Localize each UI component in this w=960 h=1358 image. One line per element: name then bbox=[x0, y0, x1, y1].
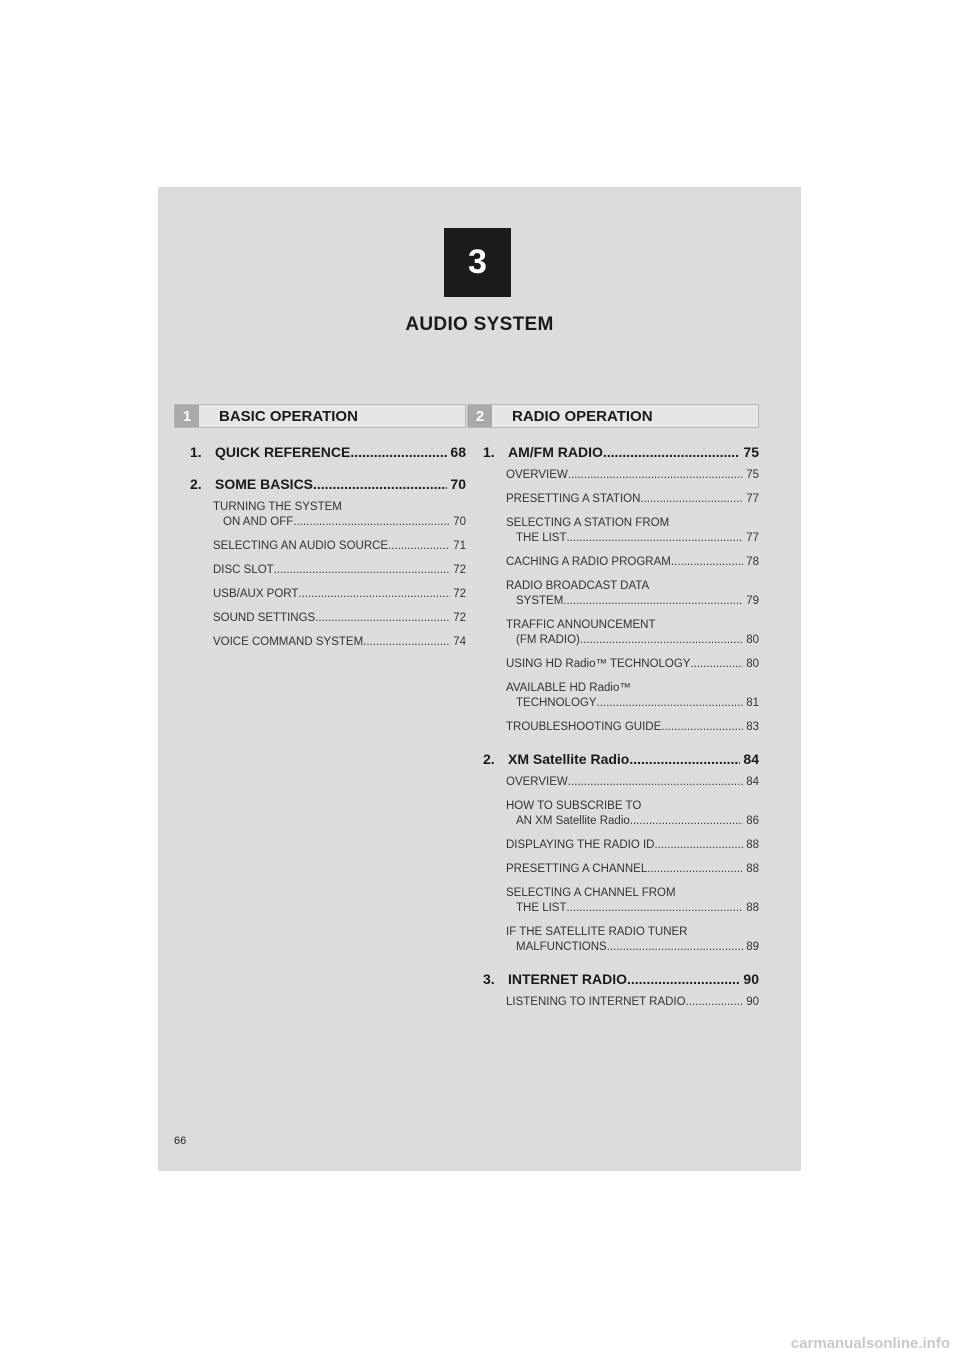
subtopic-title: TROUBLESHOOTING GUIDE bbox=[506, 721, 662, 733]
subtopic-row bbox=[506, 814, 759, 829]
subtopic-item[interactable] bbox=[506, 516, 759, 546]
toc-entry bbox=[174, 476, 466, 650]
chapter-number: 3 bbox=[468, 243, 487, 281]
entry-page: 90 bbox=[743, 971, 759, 987]
subtopic-list bbox=[467, 995, 759, 1010]
subtopic-page: 74 bbox=[453, 636, 466, 648]
subtopic-item[interactable] bbox=[506, 579, 759, 609]
subtopic-item[interactable] bbox=[506, 555, 759, 570]
subtopic-page: 78 bbox=[746, 556, 759, 568]
subtopic-title-line1: TRAFFIC ANNOUNCEMENT bbox=[506, 619, 656, 631]
subtopic-page: 84 bbox=[746, 776, 759, 788]
subtopic-row bbox=[213, 539, 466, 554]
subtopic-title: THE LIST bbox=[516, 532, 567, 544]
subtopic-title: SOUND SETTINGS bbox=[213, 612, 316, 624]
subtopic-row bbox=[506, 657, 759, 672]
subtopic-item[interactable] bbox=[506, 618, 759, 648]
subtopic-item[interactable] bbox=[506, 681, 759, 711]
subtopic-page: 88 bbox=[746, 863, 759, 875]
section-header bbox=[467, 404, 759, 428]
subtopic-row bbox=[506, 940, 759, 955]
subtopic-page: 81 bbox=[746, 697, 759, 709]
subtopic-item[interactable] bbox=[506, 799, 759, 829]
subtopic-title: VOICE COMMAND SYSTEM bbox=[213, 636, 364, 648]
section-number: 1 bbox=[175, 405, 199, 427]
entry-number: 1. bbox=[190, 444, 202, 460]
subtopic-page: 72 bbox=[453, 564, 466, 576]
subtopic-row bbox=[506, 696, 759, 711]
subtopic-title: OVERVIEW bbox=[506, 469, 568, 481]
subtopic-page: 70 bbox=[453, 516, 466, 528]
leader-dots bbox=[363, 635, 450, 650]
subtopic-item[interactable] bbox=[506, 838, 759, 853]
entry-page: 75 bbox=[743, 444, 759, 460]
subtopic-title: USING HD Radio™ TECHNOLOGY bbox=[506, 658, 691, 670]
subtopic-item[interactable] bbox=[213, 539, 466, 554]
section-title: RADIO OPERATION bbox=[512, 407, 653, 425]
subtopic-title: PRESETTING A CHANNEL bbox=[506, 863, 648, 875]
leader-dots bbox=[388, 539, 450, 554]
entry-title: QUICK REFERENCE bbox=[215, 444, 351, 460]
subtopic-title-line1: HOW TO SUBSCRIBE TO bbox=[506, 800, 642, 812]
toc-entry-link[interactable] bbox=[190, 476, 466, 492]
subtopic-title: LISTENING TO INTERNET RADIO bbox=[506, 996, 686, 1008]
subtopic-item[interactable] bbox=[506, 925, 759, 955]
subtopic-page: 90 bbox=[746, 996, 759, 1008]
leader-dots bbox=[580, 633, 743, 648]
leader-dots bbox=[293, 515, 450, 530]
subtopic-row bbox=[506, 531, 759, 546]
leader-dots bbox=[603, 444, 741, 460]
leader-dots bbox=[630, 814, 743, 829]
subtopic-page: 75 bbox=[746, 469, 759, 481]
toc-entry bbox=[467, 444, 759, 735]
subtopic-page: 88 bbox=[746, 839, 759, 851]
toc-list bbox=[467, 444, 759, 1010]
leader-dots bbox=[686, 995, 744, 1010]
subtopic-title: SYSTEM bbox=[516, 595, 564, 607]
subtopic-item[interactable] bbox=[506, 468, 759, 483]
subtopic-page: 80 bbox=[746, 634, 759, 646]
page-number: 66 bbox=[174, 1135, 187, 1147]
entry-title: SOME BASICS bbox=[215, 476, 314, 492]
leader-dots bbox=[566, 901, 743, 916]
subtopic-title: TECHNOLOGY bbox=[516, 697, 597, 709]
section-radio-operation bbox=[467, 404, 759, 1019]
toc-entry bbox=[174, 444, 466, 460]
subtopic-title: DISC SLOT bbox=[213, 564, 274, 576]
subtopic-title: DISPLAYING THE RADIO ID bbox=[506, 839, 655, 851]
subtopic-row bbox=[506, 720, 759, 735]
subtopic-page: 71 bbox=[453, 540, 466, 552]
section-title: BASIC OPERATION bbox=[219, 407, 358, 425]
subtopic-row bbox=[213, 587, 466, 602]
watermark: carmanualsonline.info bbox=[790, 1335, 950, 1352]
subtopic-page: 72 bbox=[453, 588, 466, 600]
subtopic-page: 79 bbox=[746, 595, 759, 607]
subtopic-row bbox=[213, 635, 466, 650]
entry-number: 1. bbox=[483, 444, 495, 460]
subtopic-item[interactable] bbox=[213, 587, 466, 602]
subtopic-row bbox=[506, 995, 759, 1010]
entry-page: 70 bbox=[450, 476, 466, 492]
subtopic-title: CACHING A RADIO PROGRAM bbox=[506, 556, 671, 568]
chapter-title: AUDIO SYSTEM bbox=[405, 314, 554, 335]
entry-number: 2. bbox=[190, 476, 202, 492]
subtopic-page: 89 bbox=[746, 941, 759, 953]
subtopic-title-line1: TURNING THE SYSTEM bbox=[213, 501, 342, 513]
subtopic-item[interactable] bbox=[213, 635, 466, 650]
leader-dots bbox=[568, 775, 743, 790]
subtopic-list bbox=[467, 468, 759, 735]
subtopic-list bbox=[467, 775, 759, 955]
entry-number: 2. bbox=[483, 751, 495, 767]
leader-dots bbox=[654, 838, 743, 853]
subtopic-row bbox=[213, 515, 466, 530]
toc-entry bbox=[467, 971, 759, 1010]
leader-dots bbox=[627, 971, 740, 987]
subtopic-row bbox=[506, 555, 759, 570]
leader-dots bbox=[568, 468, 743, 483]
subtopic-row bbox=[506, 594, 759, 609]
leader-dots bbox=[607, 940, 743, 955]
subtopic-page: 72 bbox=[453, 612, 466, 624]
subtopic-page: 86 bbox=[746, 815, 759, 827]
leader-dots bbox=[597, 696, 744, 711]
chapter-number-box bbox=[444, 228, 511, 297]
subtopic-row bbox=[213, 563, 466, 578]
subtopic-title-line1: IF THE SATELLITE RADIO TUNER bbox=[506, 926, 688, 938]
subtopic-row bbox=[506, 775, 759, 790]
leader-dots bbox=[640, 492, 743, 507]
toc-list bbox=[174, 444, 466, 650]
entry-page: 84 bbox=[743, 751, 759, 767]
toc-entry-link[interactable] bbox=[483, 971, 759, 987]
leader-dots bbox=[563, 594, 743, 609]
subtopic-item[interactable] bbox=[506, 886, 759, 916]
entry-title: INTERNET RADIO bbox=[508, 971, 627, 987]
leader-dots bbox=[647, 862, 743, 877]
leader-dots bbox=[566, 531, 743, 546]
leader-dots bbox=[274, 563, 450, 578]
section-header bbox=[174, 404, 466, 428]
leader-dots bbox=[315, 611, 450, 626]
subtopic-title: THE LIST bbox=[516, 902, 567, 914]
subtopic-row bbox=[506, 492, 759, 507]
entry-title: AM/FM RADIO bbox=[508, 444, 603, 460]
subtopic-list bbox=[174, 500, 466, 650]
subtopic-title: USB/AUX PORT bbox=[213, 588, 299, 600]
subtopic-item[interactable] bbox=[213, 563, 466, 578]
leader-dots bbox=[690, 657, 743, 672]
subtopic-page: 80 bbox=[746, 658, 759, 670]
subtopic-item[interactable] bbox=[506, 862, 759, 877]
subtopic-item[interactable] bbox=[213, 500, 466, 530]
subtopic-row bbox=[506, 901, 759, 916]
subtopic-title-line1: AVAILABLE HD Radio™ bbox=[506, 682, 631, 694]
subtopic-item[interactable] bbox=[506, 720, 759, 735]
toc-entry-link[interactable] bbox=[483, 751, 759, 767]
subtopic-title: AN XM Satellite Radio bbox=[516, 815, 630, 827]
subtopic-item[interactable] bbox=[506, 657, 759, 672]
subtopic-title: OVERVIEW bbox=[506, 776, 568, 788]
entry-title: XM Satellite Radio bbox=[508, 751, 630, 767]
toc-entry bbox=[467, 751, 759, 955]
subtopic-title-line1: SELECTING A CHANNEL FROM bbox=[506, 887, 676, 899]
subtopic-item[interactable] bbox=[506, 775, 759, 790]
leader-dots bbox=[350, 444, 447, 460]
toc-entry-link[interactable] bbox=[190, 444, 466, 460]
subtopic-row bbox=[213, 611, 466, 626]
entry-page: 68 bbox=[450, 444, 466, 460]
subtopic-item[interactable] bbox=[213, 611, 466, 626]
leader-dots bbox=[298, 587, 450, 602]
subtopic-page: 77 bbox=[746, 532, 759, 544]
subtopic-title: (FM RADIO) bbox=[516, 634, 580, 646]
subtopic-title: MALFUNCTIONS bbox=[516, 941, 607, 953]
leader-dots bbox=[629, 751, 740, 767]
subtopic-row bbox=[506, 838, 759, 853]
subtopic-row bbox=[506, 468, 759, 483]
subtopic-title-line1: SELECTING A STATION FROM bbox=[506, 517, 670, 529]
section-basic-operation bbox=[174, 404, 466, 659]
leader-dots bbox=[671, 555, 743, 570]
leader-dots bbox=[661, 720, 743, 735]
entry-number: 3. bbox=[483, 971, 495, 987]
toc-entry-link[interactable] bbox=[483, 444, 759, 460]
subtopic-title: ON AND OFF bbox=[223, 516, 294, 528]
subtopic-row bbox=[506, 862, 759, 877]
subtopic-row bbox=[506, 633, 759, 648]
subtopic-page: 88 bbox=[746, 902, 759, 914]
subtopic-title-line1: RADIO BROADCAST DATA bbox=[506, 580, 650, 592]
subtopic-title: SELECTING AN AUDIO SOURCE bbox=[213, 540, 389, 552]
subtopic-item[interactable] bbox=[506, 995, 759, 1010]
leader-dots bbox=[313, 476, 447, 492]
subtopic-page: 83 bbox=[746, 721, 759, 733]
section-number: 2 bbox=[468, 405, 492, 427]
subtopic-item[interactable] bbox=[506, 492, 759, 507]
subtopic-title: PRESETTING A STATION bbox=[506, 493, 641, 505]
subtopic-page: 77 bbox=[746, 493, 759, 505]
